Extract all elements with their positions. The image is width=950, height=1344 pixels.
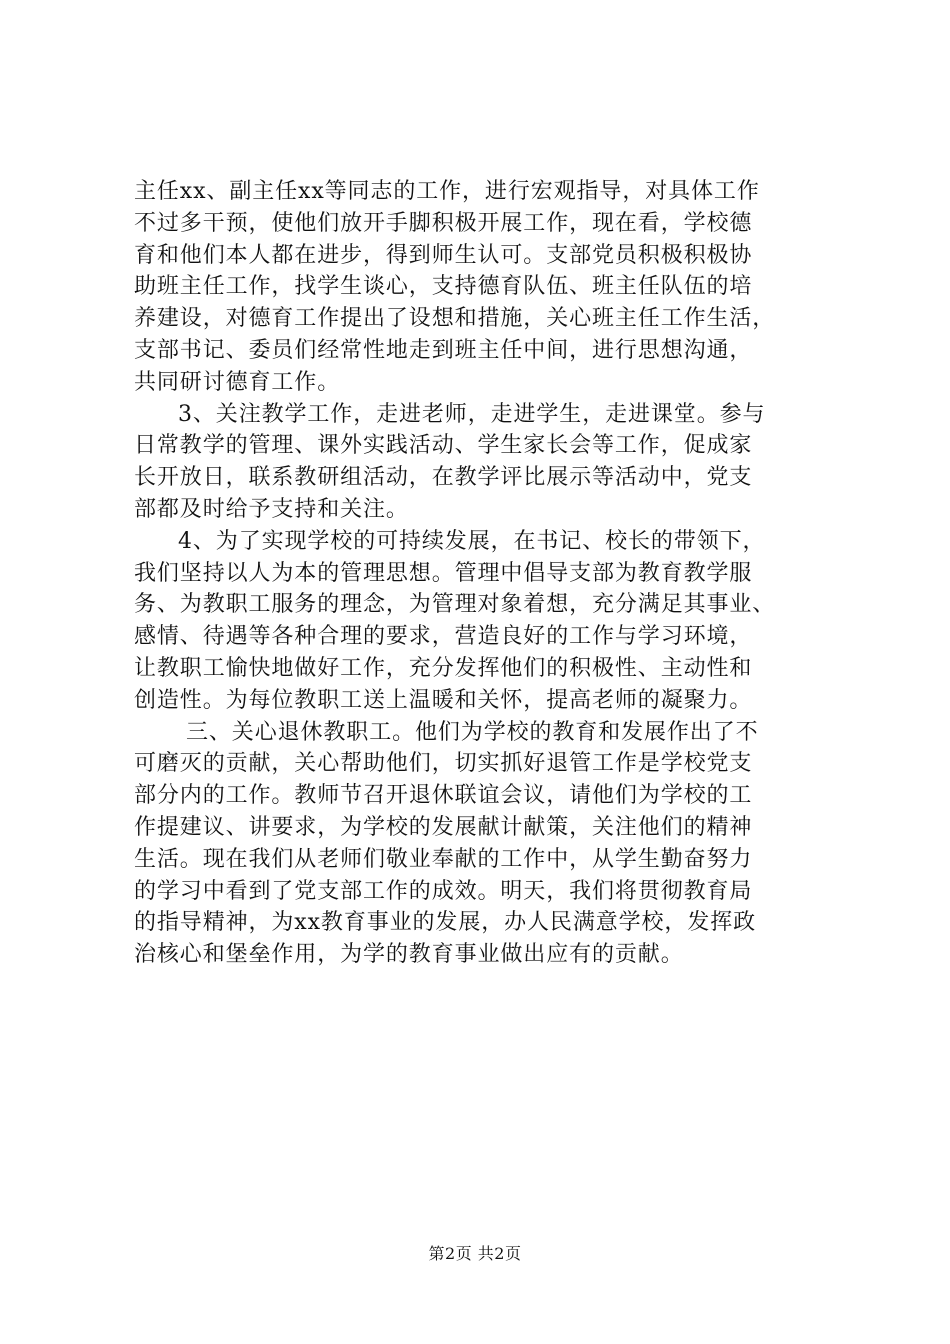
text-line: 的指导精神，为xx教育事业的发展，办人民满意学校，发挥政 [134, 910, 757, 936]
text-line: 不过多干预，使他们放开手脚积极开展工作，现在看，学校德 [134, 210, 753, 236]
text-line: 部分内的工作。教师节召开退休联谊会议，请他们为学校的工 [134, 783, 753, 809]
text-line: 育和他们本人都在进步，得到师生认可。支部党员积极积极协 [134, 242, 753, 268]
paragraph-start-line: 3、关注教学工作，走进老师，走进学生，走进课堂。参与 [178, 401, 766, 427]
text-line: 治核心和堡垒作用，为学的教育事业做出应有的贡献。 [134, 942, 684, 968]
text-line: 让教职工愉快地做好工作，充分发挥他们的积极性、主动性和 [134, 655, 753, 681]
paragraph-start-line: 三、关心退休教职工。他们为学校的教育和发展作出了不 [186, 719, 759, 745]
text-line: 我们坚持以人为本的管理思想。管理中倡导支部为教育教学服 [134, 560, 753, 586]
text-line: 养建设，对德育工作提出了设想和措施，关心班主任工作生活， [134, 306, 776, 332]
text-line: 创造性。为每位教职工送上温暖和关怀，提高老师的凝聚力。 [134, 687, 753, 713]
text-line: 主任xx、副主任xx等同志的工作，进行宏观指导，对具体工作 [134, 179, 760, 204]
text-line: 日常教学的管理、课外实践活动、学生家长会等工作，促成家 [134, 433, 753, 459]
text-line: 共同研讨德育工作。 [134, 369, 341, 395]
text-line: 部都及时给予支持和关注。 [134, 496, 409, 522]
text-line: 的学习中看到了党支部工作的成效。明天，我们将贯彻教育局 [134, 878, 753, 904]
page-footer: 第2页 共2页 [428, 1244, 522, 1263]
text-line: 感情、待遇等各种合理的要求，营造良好的工作与学习环境， [134, 624, 753, 650]
text-line: 助班主任工作，找学生谈心，支持德育队伍、班主任队伍的培 [134, 274, 753, 300]
text-line: 生活。现在我们从老师们敬业奉献的工作中，从学生勤奋努力 [134, 846, 753, 872]
text-line: 支部书记、委员们经常性地走到班主任中间，进行思想沟通， [134, 337, 753, 363]
paragraph-start-line: 4、为了实现学校的可持续发展，在书记、校长的带领下， [178, 528, 766, 554]
text-line: 作提建议、讲要求，为学校的发展献计献策，关注他们的精神 [134, 814, 753, 840]
document-body [134, 176, 834, 971]
text-line: 务、为教职工服务的理念，为管理对象着想，充分满足其事业、 [134, 592, 776, 618]
text-line: 可磨灭的贡献，关心帮助他们，切实抓好退管工作是学校党支 [134, 751, 753, 777]
text-line: 长开放日，联系教研组活动，在教学评比展示等活动中，党支 [134, 465, 753, 491]
